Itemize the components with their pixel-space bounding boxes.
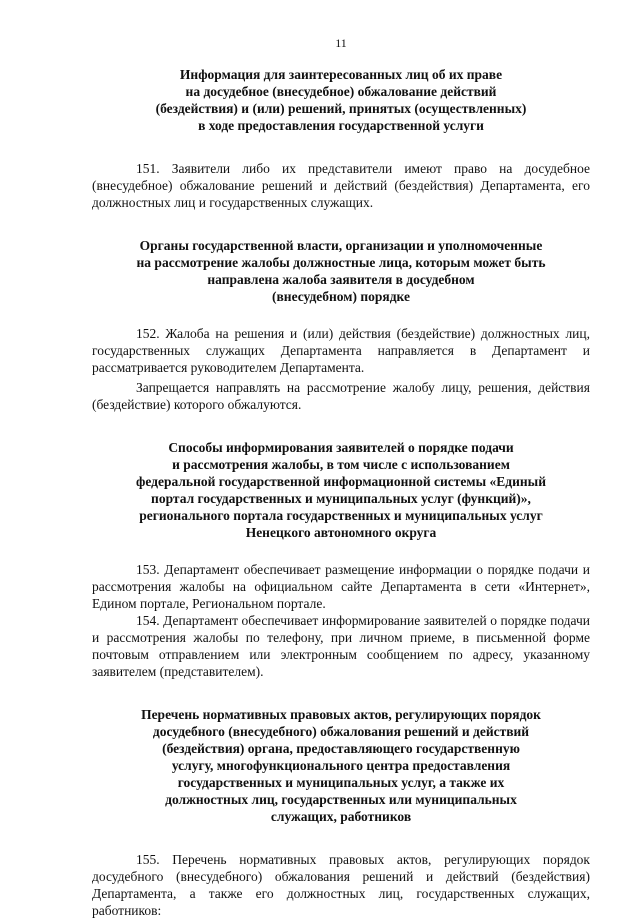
- section-heading-informing-methods: [92, 439, 590, 541]
- paragraph-151: 151. Заявители либо их представители имеют право на досудебное (внесудебное) обжалование решений и действий (бездействия) Департамента, его должностных лиц и государственных служащих.: [92, 161, 590, 210]
- heading-line: услугу, многофункционального центра предоставления: [171, 758, 511, 773]
- heading-line: должностных лиц, государственных или муниципальных: [165, 792, 517, 807]
- paragraph-152: 152. Жалоба на решения и (или) действия (бездействие) должностных лиц, государственных служащих Департамента направляется в Департамент и рассматривается руководителем Департамента.: [92, 326, 590, 375]
- section-heading-appeal-rights: [92, 66, 590, 134]
- heading-line: Органы государственной власти, организации и уполномоченные: [139, 238, 543, 253]
- heading-line: направлена жалоба заявителя в досудебном: [207, 272, 475, 287]
- heading-line: (внесудебном) порядке: [272, 289, 410, 304]
- heading-line: и рассмотрения жалобы, в том числе с использованием: [172, 457, 510, 472]
- heading-line: портал государственных и муниципальных услуг (функций)»,: [151, 491, 531, 506]
- heading-line: служащих, работников: [270, 809, 412, 824]
- heading-line: на рассмотрение жалобы должностные лица, которым может быть: [136, 255, 546, 270]
- heading-line: федеральной государственной информационной системы «Единый: [136, 474, 546, 489]
- page-number: 11: [335, 36, 347, 50]
- heading-line: Перечень нормативных правовых актов, регулирующих порядок: [141, 707, 541, 722]
- paragraph-153: 153. Департамент обеспечивает размещение информации о порядке подачи и рассмотрения жалобы на официальном сайте Департамента в сети «Интернет», Едином портале, Региональном портале.: [92, 562, 590, 611]
- heading-line: досудебного (внесудебного) обжалования решений и действий: [152, 724, 530, 739]
- paragraph-prohibition: Запрещается направлять на рассмотрение жалобу лицу, решения, действия (бездействие) которого обжалуются.: [92, 380, 590, 412]
- paragraph-155: 155. Перечень нормативных правовых актов, регулирующих порядок досудебного (внесудебного) обжалования решений и действий (бездействия) Департамента, а также его должностных лиц, государственных служащих, работников:: [92, 852, 590, 918]
- heading-line: (бездействия) и (или) решений, принятых (осуществленных): [155, 101, 527, 116]
- heading-line: (бездействия) органа, предоставляющего государственную: [162, 741, 520, 756]
- section-heading-complaint-bodies: [92, 237, 590, 305]
- heading-line: на досудебное (внесудебное) обжалование действий: [185, 84, 497, 99]
- heading-line: Информация для заинтересованных лиц об их праве: [179, 67, 503, 82]
- heading-line: Ненецкого автономного округа: [245, 525, 437, 540]
- heading-line: государственных и муниципальных услуг, а также их: [177, 775, 505, 790]
- section-heading-regulatory-acts: [92, 706, 590, 825]
- heading-line: регионального портала государственных и муниципальных услуг: [139, 508, 543, 523]
- heading-line: Способы информирования заявителей о порядке подачи: [168, 440, 514, 455]
- paragraph-154: 154. Департамент обеспечивает информирование заявителей о порядке подачи и рассмотрения жалобы по телефону, при личном приеме, в письменной форме почтовым отправлением или электронным сообщением по адресу, указанному заявителем (представителем).: [92, 613, 590, 679]
- heading-line: в ходе предоставления государственной услуги: [198, 118, 484, 133]
